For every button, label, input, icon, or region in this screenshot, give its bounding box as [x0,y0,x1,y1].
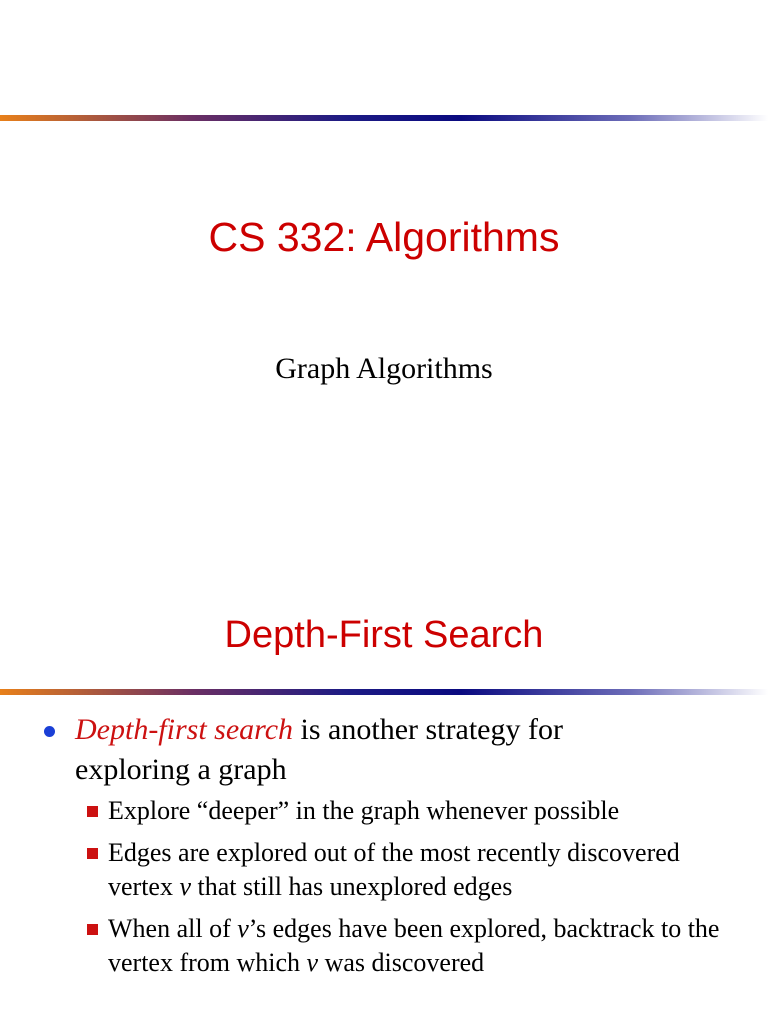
sub-bullet-text: Explore “deeper” in the graph whenever possible [108,796,620,825]
bullet-list [0,710,768,988]
sub-bullet-list [0,794,768,980]
sub-bullet-text: that still has unexplored edges [191,872,513,901]
sub-bullet-text: ’s edges have been explored, backtrack to the vertex from which [108,914,720,977]
content-slide [0,576,768,1024]
vertex-variable: v [237,914,249,943]
bullet-text-line1: is another strategy for [293,713,563,746]
sub-bullet-item [0,912,768,980]
square-bullet-icon [87,848,98,859]
square-bullet-icon [87,806,98,817]
vertex-variable: v [179,872,192,901]
bullet-dot-icon [44,726,55,737]
sub-bullet-text: was discovered [318,948,485,977]
bullet-text-line2: exploring a graph [75,753,287,786]
sub-bullet-text: When all of [108,914,238,943]
main-bullet [0,710,768,790]
vertex-variable: v [306,948,319,977]
sub-bullet-item [0,836,768,904]
lecture-subtitle: Graph Algorithms [275,352,493,385]
header-gradient-rule [0,115,768,121]
square-bullet-icon [87,924,98,935]
sub-bullet-item [0,794,768,828]
sub-bullet-text: Edges are explored out of the most recently discovered vertex [108,838,680,901]
dfs-term: Depth-first search [75,713,294,746]
header-gradient-rule [0,689,768,695]
slide-title: Depth-First Search [224,614,544,656]
course-title: CS 332: Algorithms [208,214,560,260]
